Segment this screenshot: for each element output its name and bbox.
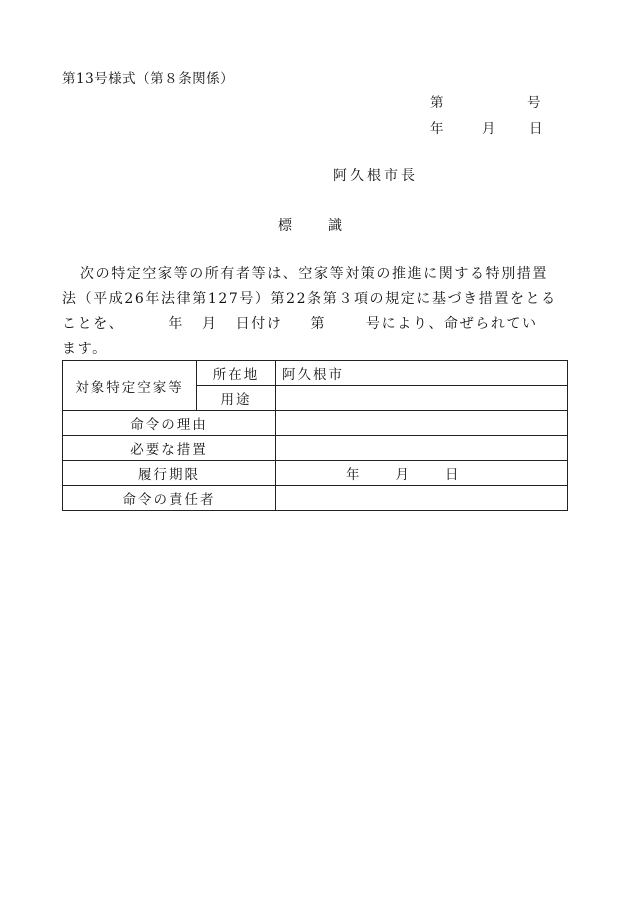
title-char-2: 識 — [328, 218, 342, 234]
reference-date-day: 日 — [529, 121, 543, 137]
reason-label: 命令の理由 — [63, 411, 276, 436]
table-row — [63, 411, 568, 436]
responsible-value — [276, 486, 568, 511]
table-row — [63, 461, 568, 486]
body-line-4: ます。 — [62, 341, 108, 357]
body-line-3-end: 号により、命ぜられてい — [366, 316, 538, 332]
responsible-label: 命令の責任者 — [63, 486, 276, 511]
table-row — [63, 361, 568, 386]
reference-date-year: 年 — [430, 121, 444, 137]
target-label: 対象特定空家等 — [63, 361, 197, 411]
use-label: 用途 — [197, 386, 276, 411]
body-line-3-no: 第 — [310, 316, 327, 332]
reason-value — [276, 411, 568, 436]
measures-value — [276, 436, 568, 461]
issuer-name: 阿久根市長 — [333, 168, 418, 184]
location-value: 阿久根市 — [276, 361, 568, 386]
deadline-value — [276, 461, 568, 486]
reference-date-month: 月 — [482, 121, 496, 137]
use-value — [276, 386, 568, 411]
body-line-1: 次の特定空家等の所有者等は、空家等対策の推進に関する特別措置 — [80, 266, 548, 282]
body-line-3-start: ことを、 — [62, 316, 125, 332]
measures-label: 必要な措置 — [63, 436, 276, 461]
body-line-3-month: 月 — [202, 316, 218, 332]
body-line-2: 法（平成26年法律第127号）第22条第３項の規定に基づき措置をとる — [62, 291, 557, 307]
reference-number-prefix: 第 — [430, 95, 444, 111]
deadline-day: 日 — [445, 467, 459, 483]
deadline-label: 履行期限 — [63, 461, 276, 486]
notice-body — [62, 262, 562, 362]
document-title — [278, 215, 342, 235]
body-line-3 — [62, 312, 562, 337]
form-number-label: 第13号様式（第８条関係） — [62, 71, 235, 87]
table-row — [63, 436, 568, 461]
deadline-year: 年 — [346, 467, 360, 483]
body-line-3-day: 日付け — [235, 316, 283, 332]
reference-number-suffix: 号 — [527, 95, 541, 111]
notice-table — [62, 360, 568, 511]
table-row — [63, 486, 568, 511]
title-char-1: 標 — [278, 218, 292, 234]
location-label: 所在地 — [197, 361, 276, 386]
body-line-3-year: 年 — [168, 316, 185, 332]
deadline-month: 月 — [395, 467, 409, 483]
